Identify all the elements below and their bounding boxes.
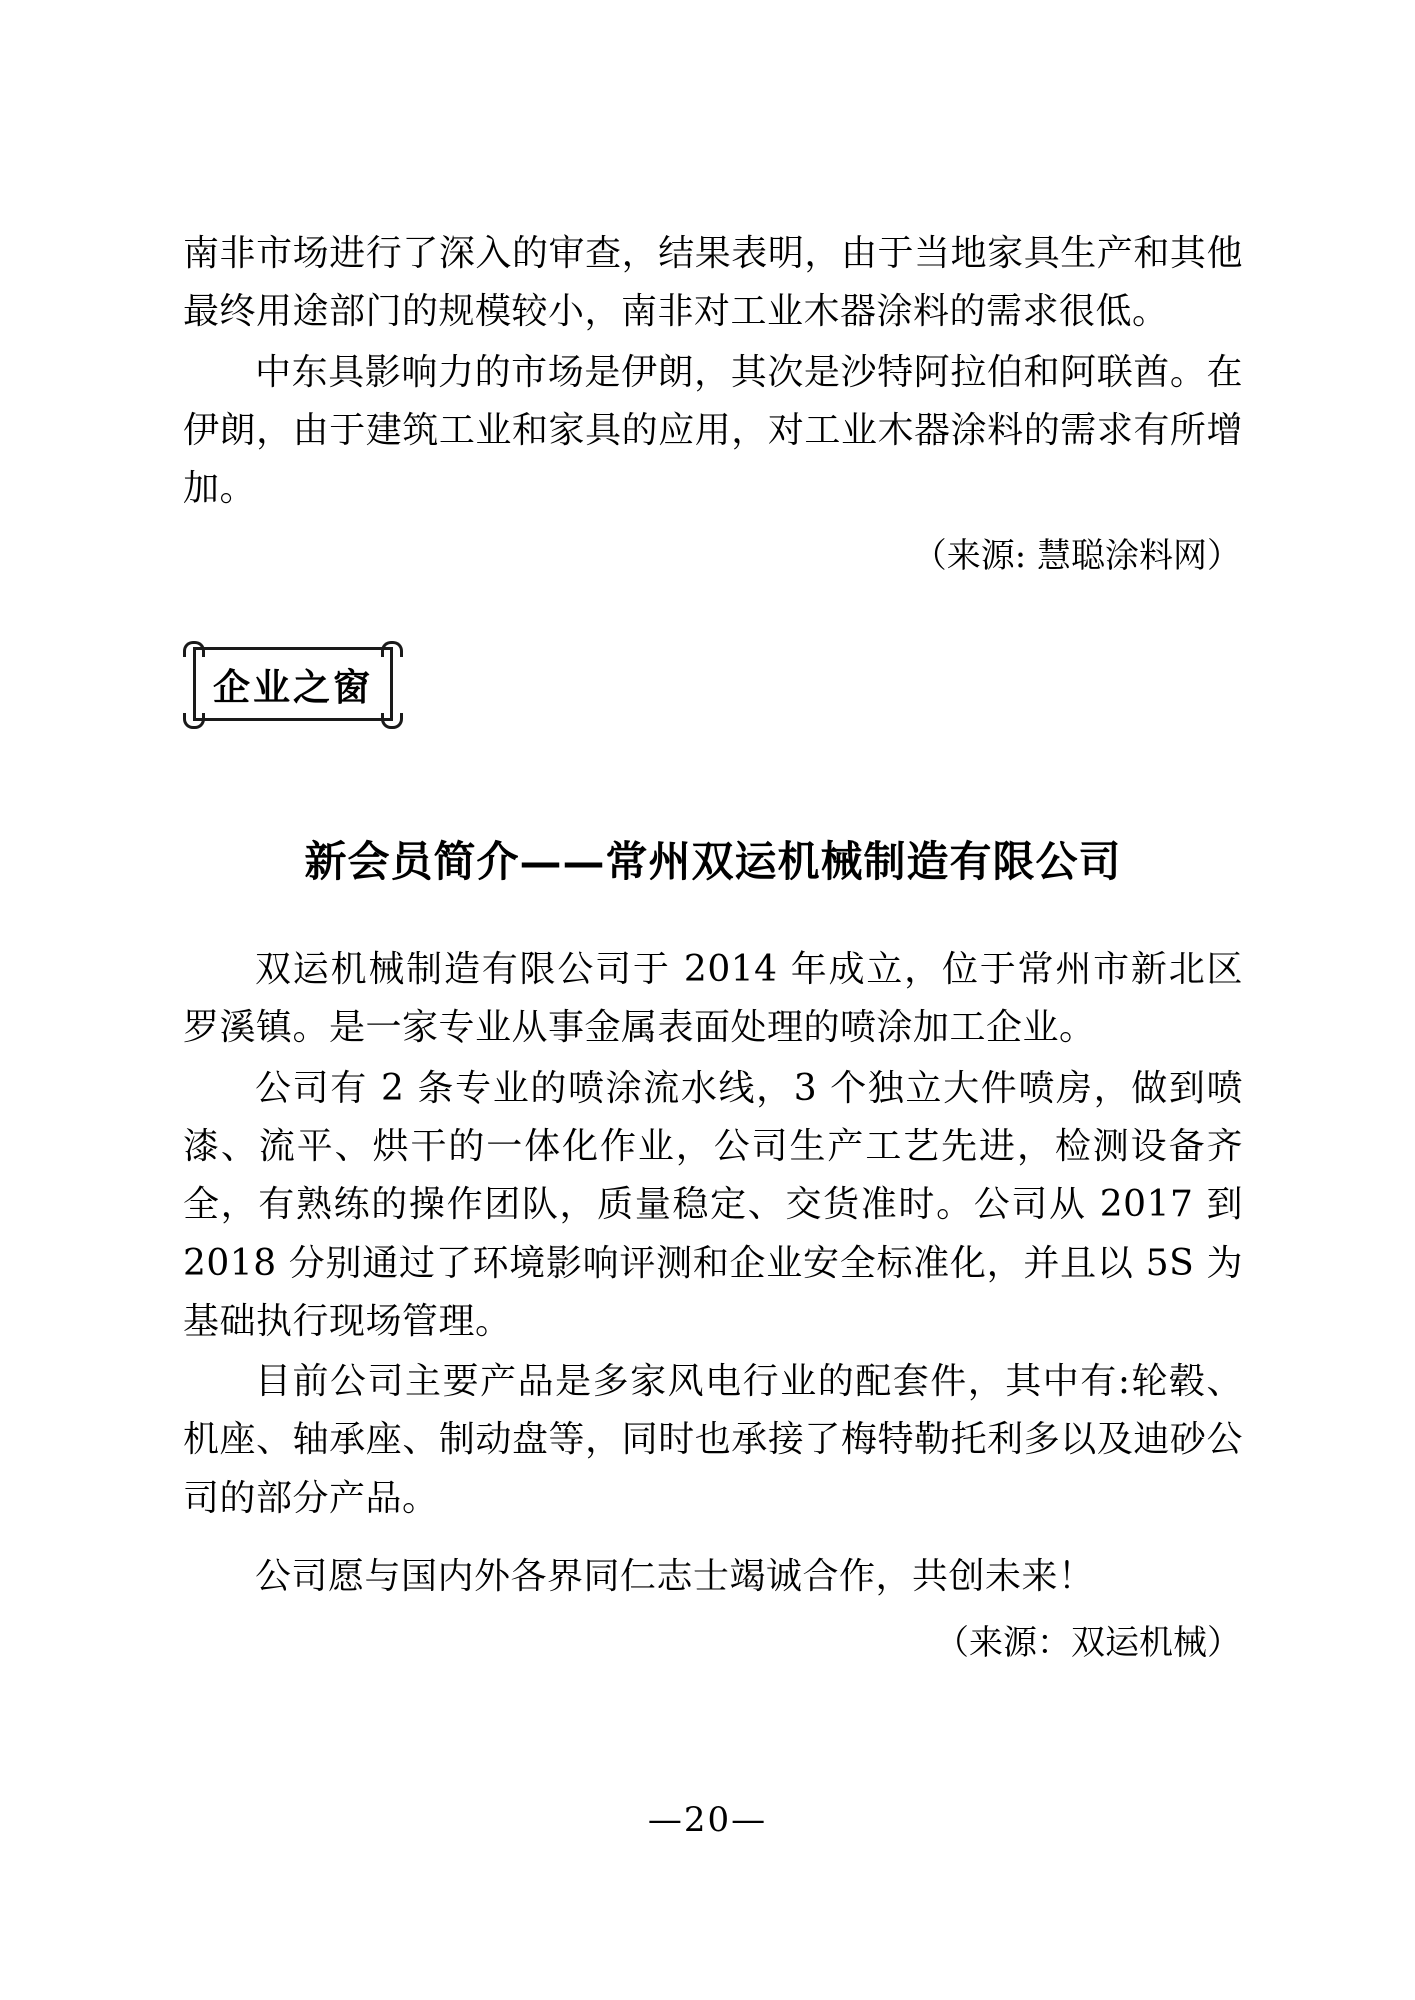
article-paragraph-2: 公司有 2 条专业的喷涂流水线，3 个独立大件喷房，做到喷漆、流平、烘干的一体化作业，公司生产工艺先进，检测设备齐全，有熟练的操作团队，质量稳定、交货准时。公司从 2017 到 2018 分别通过了环境影响评测和企业安全标准化，并且以 5S 为基础执行现场管理。 xyxy=(183,1067,1243,1342)
source-attribution-top: （来源: 慧聪涂料网） xyxy=(912,535,1241,576)
page-content xyxy=(183,225,1243,1671)
section-banner-box xyxy=(193,647,393,721)
article-paragraph-3: 目前公司主要产品是多家风电行业的配套件，其中有:轮毂、机座、轴承座、制动盘等，同时也承接了梅特勒托利多以及迪砂公司的部分产品。 xyxy=(183,1361,1243,1519)
source-attribution-article: （来源：双运机械） xyxy=(935,1623,1241,1664)
section-banner xyxy=(183,641,443,741)
article-title: 新会员简介——常州双运机械制造有限公司 xyxy=(304,836,1122,886)
page-number: —20— xyxy=(647,1800,768,1840)
article-paragraph-4: 公司愿与国内外各界同仁志士竭诚合作，共创未来！ xyxy=(255,1556,1095,1598)
paragraph-continuation: 南非市场进行了深入的审查，结果表明，由于当地家具生产和其他最终用途部门的规模较小，南非对工业木器涂料的需求很低。 xyxy=(183,233,1243,333)
section-banner-label: 企业之窗 xyxy=(213,665,373,709)
article-paragraph-1: 双运机械制造有限公司于 2014 年成立，位于常州市新北区罗溪镇。是一家专业从事金属表面处理的喷涂加工企业。 xyxy=(183,948,1243,1049)
paragraph-middle-east: 中东具影响力的市场是伊朗，其次是沙特阿拉伯和阿联酋。在伊朗，由于建筑工业和家具的应用，对工业木器涂料的需求有所增加。 xyxy=(183,351,1243,510)
